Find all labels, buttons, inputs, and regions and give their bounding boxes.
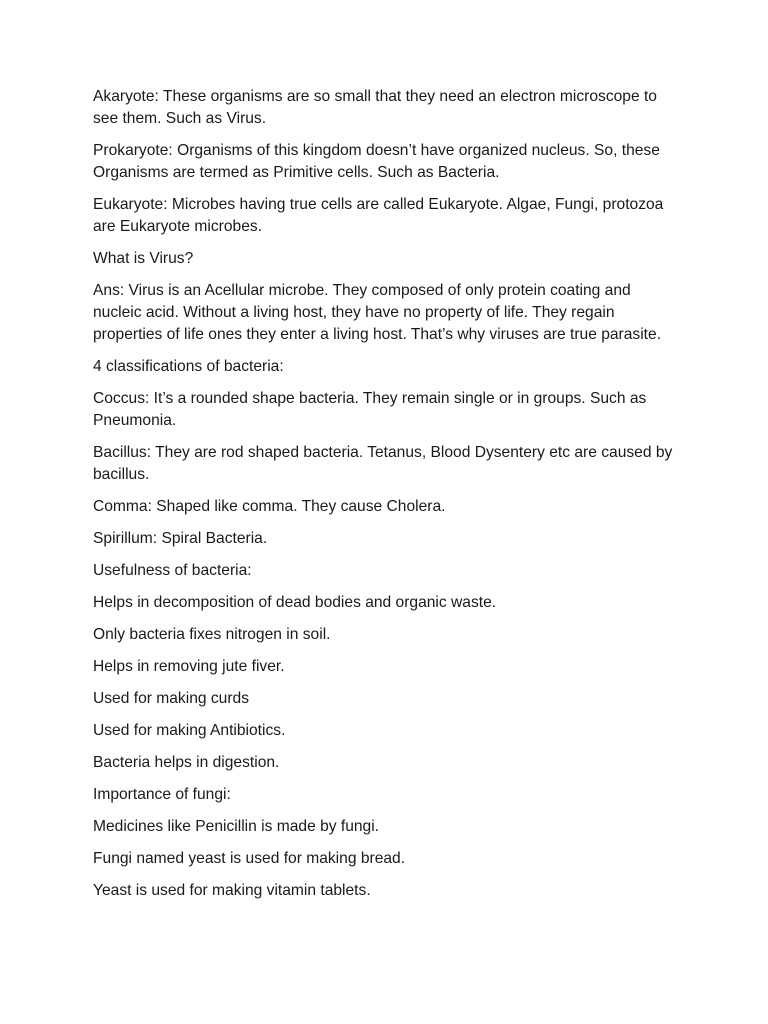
- heading-bacteria-classifications: 4 classifications of bacteria:: [93, 358, 284, 375]
- answer-virus: Ans: Virus is an Acellular microbe. They composed of only protein coating and nucleic acid. Without a living host, they have no property of life. They regain properties of life ones they enter a living host. That’s why viruses are true parasite.: [93, 282, 662, 343]
- list-item: Helps in decomposition of dead bodies and organic waste.: [93, 594, 497, 611]
- paragraph-coccus: Coccus: It’s a rounded shape bacteria. They remain single or in groups. Such as Pneumonia.: [93, 390, 647, 429]
- heading-importance-fungi: Importance of fungi:: [93, 786, 231, 803]
- document-body: [93, 86, 683, 912]
- paragraph-eukaryote: Eukaryote: Microbes having true cells are called Eukaryote. Algae, Fungi, protozoa are Eukaryote microbes.: [93, 196, 664, 235]
- list-item: Used for making Antibiotics.: [93, 722, 286, 739]
- list-item: Fungi named yeast is used for making bread.: [93, 850, 406, 867]
- paragraph-comma: Comma: Shaped like comma. They cause Cholera.: [93, 498, 446, 515]
- list-item: Bacteria helps in digestion.: [93, 754, 280, 771]
- paragraph-akaryote: Akaryote: These organisms are so small that they need an electron microscope to see them. Such as Virus.: [93, 88, 657, 127]
- paragraph-bacillus: Bacillus: They are rod shaped bacteria. Tetanus, Blood Dysentery etc are caused by bacillus.: [93, 444, 673, 483]
- list-item: Yeast is used for making vitamin tablets.: [93, 882, 371, 899]
- heading-usefulness-bacteria: Usefulness of bacteria:: [93, 562, 252, 579]
- list-item: Medicines like Penicillin is made by fungi.: [93, 818, 380, 835]
- paragraph-prokaryote: Prokaryote: Organisms of this kingdom doesn’t have organized nucleus. So, these Organisms are termed as Primitive cells. Such as Bacteria.: [93, 142, 660, 181]
- paragraph-spirillum: Spirillum: Spiral Bacteria.: [93, 530, 268, 547]
- question-what-is-virus: What is Virus?: [93, 250, 194, 267]
- list-item: Only bacteria fixes nitrogen in soil.: [93, 626, 331, 643]
- list-item: Helps in removing jute fiver.: [93, 658, 285, 675]
- list-item: Used for making curds: [93, 690, 249, 707]
